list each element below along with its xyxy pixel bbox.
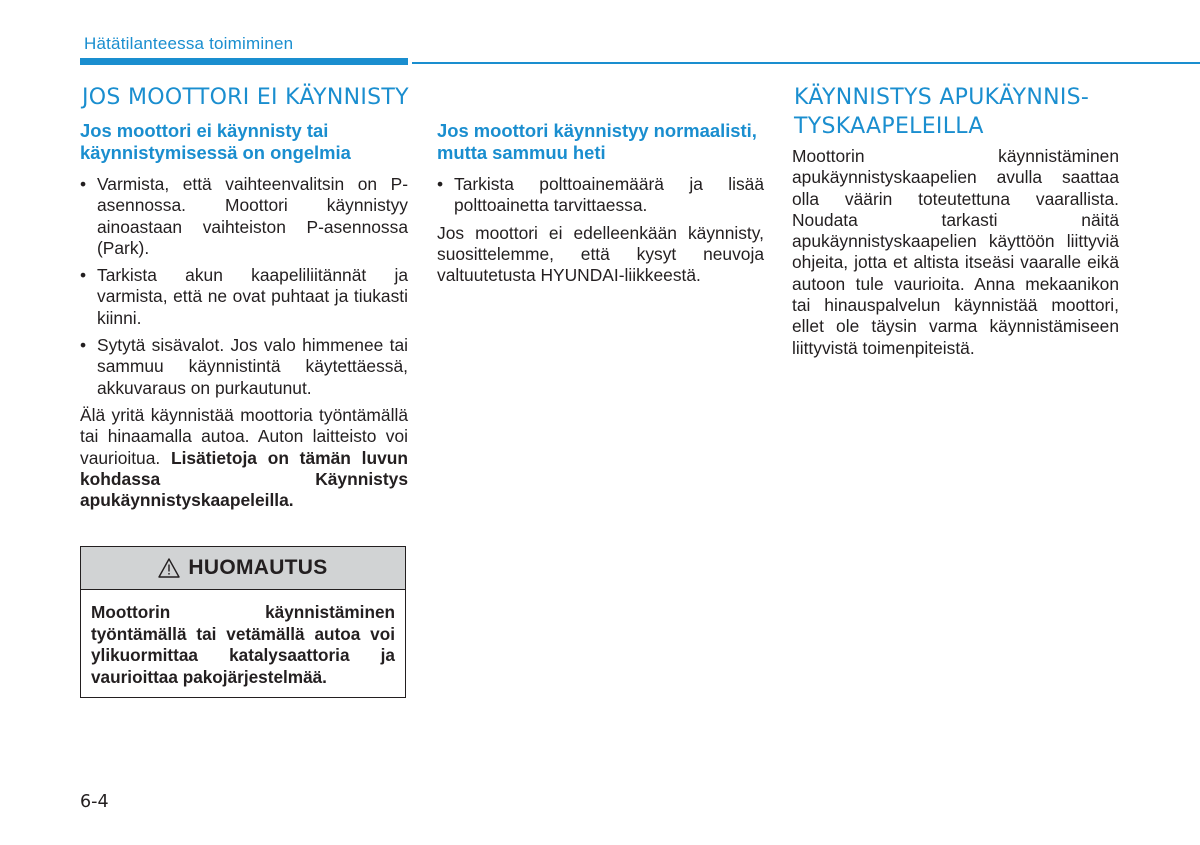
checklist [80,174,408,399]
page-number: 6-4 [80,792,109,812]
section-title-engine-not-starting: JOS MOOTTORI EI KÄYNNISTY [82,85,409,110]
dealer-advice-paragraph: Jos moottori ei edelleenkään käynnisty, suosittelemme, että kysyt neuvoja valtuutetusta HYUNDAI-liikkeestä. [437,222,764,286]
warning-triangle-icon [158,558,180,578]
notice-title: HUOMAUTUS [188,556,328,579]
column-1 [80,120,408,511]
list-item: • Varmista, että vaihteenvalitsin on P-asennossa. Moottori käynnistyy ainoastaan vaihteiston P-asennossa (Park). [80,174,408,259]
list-item: • Tarkista polttoainemäärä ja lisää polttoainetta tarvittaessa. [437,174,764,217]
subheading-engine-not-starting: Jos moottori ei käynnisty tai käynnistymisessä on ongelmia [80,120,351,163]
paragraph-text: Älä yritä käynnistää moottoria työntämällä tai hinaamalla autoa. Auton laitteisto voi vaurioitua. [80,404,408,468]
list-item: • Sytytä sisävalot. Jos valo himmenee tai sammuu käynnistintä käytettäessä, akkuvaraus on purkautunut. [80,335,408,399]
notice-body: Moottorin käynnistäminen työntämällä tai vetämällä autoa voi ylikuormittaa katalysaattoria ja vaurioittaa pakojärjestelmää. [91,602,395,687]
notice-header [81,547,405,590]
section-title-jump-starting [794,83,1134,141]
list-item: • Tarkista akun kaapeliliitännät ja varmista, että ne ovat puhtaat ja tiukasti kiinni. [80,265,408,329]
column-2 [437,120,764,286]
header-rule-thick [80,58,408,65]
column-3 [792,146,1119,359]
push-start-warning-paragraph [80,405,408,511]
section-title-line: KÄYNNISTYS APUKÄYNNIS- [794,85,1090,110]
header-rule-thin [412,62,1200,64]
notice-box [80,546,406,698]
paragraph-reference: Lisätietoja on tämän luvun kohdassa Käynnistys apukäynnistyskaapeleilla. [80,447,408,511]
section-title-line: TYSKAAPELEILLA [794,114,984,139]
jump-start-intro-paragraph: Moottorin käynnistäminen apukäynnistyskaapelien avulla saattaa olla väärin toteutettuna vaarallista. Noudata tarkasti näitä apukäynnistyskaapelien käyttöön liittyviä ohjeita, jotta et altista itseäsi vaaralle eikä autoon tule vaurioita. Anna mekaanikon tai hinauspalvelun käynnistää moottori, ellet ole täysin varma käynnistämiseen liittyvistä toimenpiteistä. [792,146,1119,358]
chapter-title: Hätätilanteessa toimiminen [84,34,294,53]
subheading-engine-stalls: Jos moottori käynnistyy normaalisti, mutta sammuu heti [437,120,757,163]
checklist [437,174,764,217]
